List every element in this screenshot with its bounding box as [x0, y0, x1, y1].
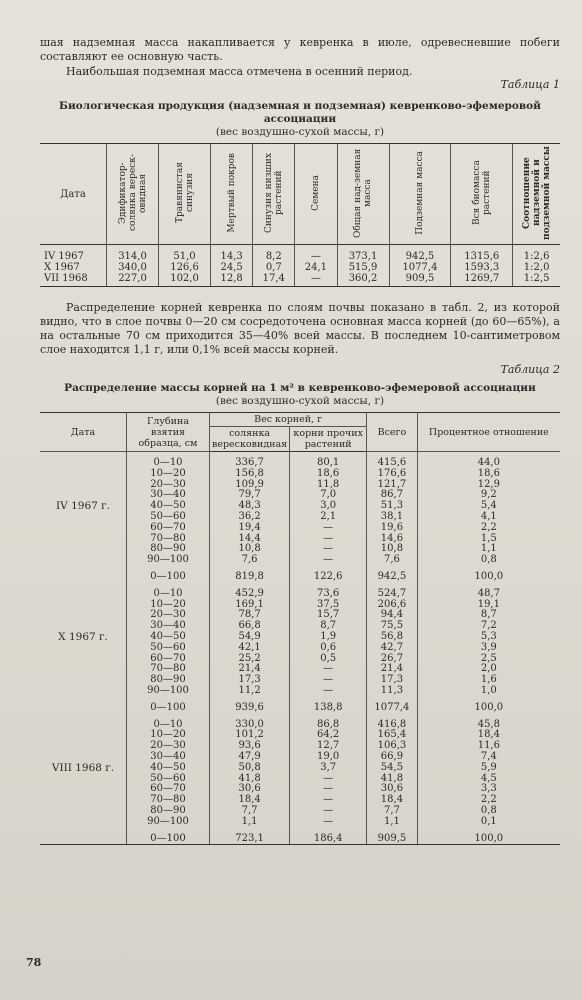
table2-subtitle: (вес воздушно-сухой массы, г) — [215, 395, 385, 407]
table2-total-cell: 939,6 — [210, 703, 290, 714]
table2-cell: 25,2 — [210, 654, 290, 665]
table2-cell: 18,4 — [210, 795, 290, 806]
table2-total-cell: 942,5 — [367, 572, 418, 583]
table2-cell: 8,7 — [290, 621, 367, 632]
table2-cell: 3,7 — [290, 763, 367, 774]
table2-cell: 86,7 — [367, 490, 418, 501]
table2-cell: 41,8 — [210, 774, 290, 785]
table2-cell: 66,8 — [210, 621, 290, 632]
table2-cell: 169,1 — [210, 600, 290, 611]
table2-cell: 1,9 — [290, 632, 367, 643]
table2-cell: 40—50 — [127, 501, 210, 512]
table-row — [40, 273, 560, 287]
table2-cell: 48,3 — [210, 501, 290, 512]
table1-header — [211, 144, 253, 245]
table-row — [40, 686, 560, 697]
table2-cell: 18,6 — [290, 469, 367, 480]
table2-cell: 90—100 — [127, 817, 210, 828]
table2-date-empty — [40, 817, 127, 828]
table2-cell: 80—90 — [127, 675, 210, 686]
table2-date-empty — [40, 600, 127, 611]
table2-cell: 50—60 — [127, 512, 210, 523]
table2-cell: 524,7 — [367, 589, 418, 600]
table2-cell: — — [290, 795, 367, 806]
table2-date-empty — [40, 654, 127, 665]
table2-date-empty — [40, 686, 127, 697]
table2-cell: 11,8 — [290, 480, 367, 491]
table2-cell: 90—100 — [127, 686, 210, 697]
table1-cell: 51,0 — [159, 245, 211, 263]
table2-cell: 7,7 — [210, 806, 290, 817]
table2-date-empty — [40, 512, 127, 523]
table1-cell: 227,0 — [107, 273, 159, 287]
table2-cell: 11,2 — [210, 686, 290, 697]
table2-cell: 1,1 — [210, 817, 290, 828]
table1-header — [295, 144, 337, 245]
table1-cell: IV 1967 — [44, 251, 84, 262]
table1-cell: 1315,6 — [451, 245, 513, 263]
table-row — [40, 703, 560, 714]
table2-date-empty — [40, 664, 127, 675]
table1-cell: 126,6 — [159, 262, 211, 273]
table2-cell: 12,7 — [290, 741, 367, 752]
table2-cell: 93,6 — [210, 741, 290, 752]
table2-cell: 17,3 — [367, 675, 418, 686]
table2-cell: 156,8 — [210, 469, 290, 480]
table1-header — [389, 144, 451, 245]
table2-cell: 5,3 — [417, 632, 560, 643]
table2-cell: 1,6 — [417, 675, 560, 686]
table2-cell: 106,3 — [367, 741, 418, 752]
table2-date-empty — [40, 469, 127, 480]
table-row — [40, 469, 560, 480]
table2-cell: 1,0 — [417, 686, 560, 697]
table2-title-text: Распределение массы корней на 1 м² в кевренково-эфемеровой ассоциации — [64, 382, 536, 394]
table2-cell: 2,2 — [417, 523, 560, 534]
table2-cell: 78,7 — [210, 610, 290, 621]
table2-header-weight-sub2: корни прочих растений — [290, 427, 367, 452]
table2-cell: 30,6 — [367, 784, 418, 795]
table2-cell: 75,5 — [367, 621, 418, 632]
table2-cell: 42,1 — [210, 643, 290, 654]
intro-paragraph-2: Наибольшая подземная масса отмечена в осенний период. — [66, 65, 413, 78]
table1-header — [40, 144, 107, 245]
table2-cell: 60—70 — [127, 654, 210, 665]
table2-cell: 45,8 — [417, 720, 560, 731]
table1-cell: 102,0 — [159, 273, 211, 287]
table2-date-empty — [40, 610, 127, 621]
table2-cell: 86,8 — [290, 720, 367, 731]
table2-cell: 4,5 — [417, 774, 560, 785]
table1-title — [40, 100, 560, 139]
table1-cell: 24,1 — [295, 262, 337, 273]
table2-cell: 10,8 — [367, 544, 418, 555]
table2-cell: 165,4 — [367, 730, 418, 741]
table2-title — [40, 382, 560, 408]
table1-cell: 17,4 — [253, 273, 295, 287]
table1-header-label: Синузия низших растений — [263, 152, 284, 233]
table2-total-cell: 100,0 — [417, 834, 560, 845]
table1-cell: 8,2 — [253, 245, 295, 263]
table2-header-total: Всего — [367, 413, 418, 452]
table2-cell: 44,0 — [417, 458, 560, 469]
table2-total-cell: 1077,4 — [367, 703, 418, 714]
table1-header — [451, 144, 513, 245]
table2-cell: 12,9 — [417, 480, 560, 491]
table2-date: X 1967 г. — [58, 630, 108, 643]
table2-cell: 38,1 — [367, 512, 418, 523]
table2-cell: 0—10 — [127, 589, 210, 600]
table1-cell: 1:2,0 — [513, 262, 560, 273]
table1-subtitle: (вес воздушно-сухой массы, г) — [215, 126, 385, 138]
table2-cell: 48,7 — [417, 589, 560, 600]
table2-cell: 80—90 — [127, 806, 210, 817]
table1-cell: 0,7 — [253, 262, 295, 273]
table2-cell: 10—20 — [127, 730, 210, 741]
table2-cell: — — [290, 523, 367, 534]
table2-cell: 64,2 — [290, 730, 367, 741]
table2-cell: 73,6 — [290, 589, 367, 600]
table2-cell: 21,4 — [210, 664, 290, 675]
table2-date-empty — [40, 643, 127, 654]
table1-header-label: Дата — [60, 188, 86, 200]
table2-cell: 50—60 — [127, 774, 210, 785]
table2-cell: 40—50 — [127, 632, 210, 643]
table2-cell: 90—100 — [127, 555, 210, 566]
table2-total-cell: 100,0 — [417, 703, 560, 714]
table2-cell: 80,1 — [290, 458, 367, 469]
table2-date-empty — [40, 555, 127, 566]
table1-cell: X 1967 — [44, 262, 80, 273]
table1-cell: 1:2,6 — [513, 245, 560, 263]
table2-cell: 54,5 — [367, 763, 418, 774]
table2-cell: 26,7 — [367, 654, 418, 665]
table2-cell: 0,6 — [290, 643, 367, 654]
table2-date-empty — [40, 544, 127, 555]
table1-cell: — — [295, 273, 337, 287]
table2-date-empty — [40, 730, 127, 741]
table2-cell: 415,6 — [367, 458, 418, 469]
table2-cell: 50,8 — [210, 763, 290, 774]
table2-header-percent: Процентное отношение — [417, 413, 560, 452]
table2-cell: 66,9 — [367, 752, 418, 763]
table2-total-cell: 819,8 — [210, 572, 290, 583]
table-row — [40, 523, 560, 534]
table2-cell: 5,4 — [417, 501, 560, 512]
table-row — [40, 643, 560, 654]
table2-cell: 10,8 — [210, 544, 290, 555]
table2-date-empty — [40, 675, 127, 686]
table2-date-empty — [40, 720, 127, 731]
table1-header — [107, 144, 159, 245]
table2-date-empty — [40, 741, 127, 752]
table2-cell: 7,6 — [210, 555, 290, 566]
table2-cell: 109,9 — [210, 480, 290, 491]
table1-header — [337, 144, 389, 245]
table2-cell: 176,6 — [367, 469, 418, 480]
table2-cell: 336,7 — [210, 458, 290, 469]
table2-cell: 56,8 — [367, 632, 418, 643]
table2-cell: 17,3 — [210, 675, 290, 686]
table2-cell: 80—90 — [127, 544, 210, 555]
table2-cell: 40—50 — [127, 763, 210, 774]
table-row — [40, 763, 560, 774]
table2-cell: 330,0 — [210, 720, 290, 731]
table1-caption: Таблица 1 — [500, 78, 560, 91]
table1-cell: 24,5 — [211, 262, 253, 273]
table2-cell: 0—10 — [127, 720, 210, 731]
table1-header — [513, 144, 560, 245]
table2-total-cell: 186,4 — [290, 834, 367, 845]
table2-cell: 452,9 — [210, 589, 290, 600]
table1-header-label: Эдификатор-солянка вереск-овидная — [117, 154, 148, 231]
table2-date-empty — [40, 572, 127, 583]
table2-cell: 11,6 — [417, 741, 560, 752]
table1-header-row — [40, 144, 560, 245]
table-row — [40, 572, 560, 583]
table2-cell: 416,8 — [367, 720, 418, 731]
table2-cell: 2,0 — [417, 664, 560, 675]
table1-header-label: Семена — [310, 174, 321, 211]
table1-cell: 515,9 — [337, 262, 389, 273]
table2-total-cell: 0—100 — [127, 834, 210, 845]
table2-cell: 70—80 — [127, 534, 210, 545]
table2-cell: 18,6 — [417, 469, 560, 480]
table2-cell: — — [290, 817, 367, 828]
table2-header-date: Дата — [40, 413, 127, 452]
table2-cell: 30—40 — [127, 490, 210, 501]
table2-cell: 9,2 — [417, 490, 560, 501]
table2-cell: — — [290, 555, 367, 566]
table1-cell: 340,0 — [107, 262, 159, 273]
table2-total-cell: 100,0 — [417, 572, 560, 583]
table2-cell: — — [290, 544, 367, 555]
table2-cell: 20—30 — [127, 741, 210, 752]
table2-date-empty — [40, 795, 127, 806]
table2-cell: 20—30 — [127, 610, 210, 621]
table1-header-label: Травянистая синузия — [174, 162, 195, 223]
table1-cell: 373,1 — [337, 245, 389, 263]
table2-cell: 14,6 — [367, 534, 418, 545]
table2-cell: 3,3 — [417, 784, 560, 795]
table2-cell: 206,6 — [367, 600, 418, 611]
table1-cell: 14,3 — [211, 245, 253, 263]
table2-cell: 30—40 — [127, 621, 210, 632]
table2-cell: 21,4 — [367, 664, 418, 675]
table2-cell: — — [290, 675, 367, 686]
table2-cell: 10—20 — [127, 600, 210, 611]
table-row — [40, 555, 560, 566]
table2-cell: 0,8 — [417, 806, 560, 817]
table-row — [40, 245, 560, 263]
table1-header-label: Мертвый покров — [226, 152, 237, 233]
table2-cell: 5,9 — [417, 763, 560, 774]
table1-header-label: Вся биомасса растений — [471, 160, 492, 225]
table2-cell: 19,0 — [290, 752, 367, 763]
page-number: 78 — [26, 956, 42, 969]
table2-cell: 0—10 — [127, 458, 210, 469]
table2-cell: 50—60 — [127, 643, 210, 654]
table2-date-empty — [40, 523, 127, 534]
table2-cell: 0,5 — [290, 654, 367, 665]
table2-cell: 7,2 — [417, 621, 560, 632]
table2-cell: 0,1 — [417, 817, 560, 828]
table2-header-weight: Вес корней, г — [210, 413, 367, 427]
table-row — [40, 834, 560, 845]
table2-cell: — — [290, 774, 367, 785]
table2-cell: 30—40 — [127, 752, 210, 763]
table1-cell: 12,8 — [211, 273, 253, 287]
table1-cell: 314,0 — [107, 245, 159, 263]
table2-date-empty — [40, 589, 127, 600]
table2-cell: 3,9 — [417, 643, 560, 654]
table2-cell: 7,0 — [290, 490, 367, 501]
table1-title-text: Биологическая продукция (надземная и подземная) кевренково-эфемеровой ассоциации — [59, 100, 541, 125]
table2-date-empty — [40, 834, 127, 845]
table2-cell: 14,4 — [210, 534, 290, 545]
table2-cell: 1,1 — [367, 817, 418, 828]
table1-cell: 1269,7 — [451, 273, 513, 287]
table2-cell: 30,6 — [210, 784, 290, 795]
table2-date-empty — [40, 480, 127, 491]
table2-date: IV 1967 г. — [56, 500, 110, 513]
table1-header-label: Общая над-земная масса — [353, 147, 373, 238]
table2-cell: 1,5 — [417, 534, 560, 545]
table2-date-empty — [40, 534, 127, 545]
table1-cell: VII 1968 — [40, 273, 107, 287]
table2-cell: 4,1 — [417, 512, 560, 523]
table2-cell: 47,9 — [210, 752, 290, 763]
table2-cell: 2,2 — [417, 795, 560, 806]
table2-cell: 1,1 — [417, 544, 560, 555]
table2-cell: 18,4 — [367, 795, 418, 806]
table2-total-cell: 909,5 — [367, 834, 418, 845]
table2-cell: 19,4 — [210, 523, 290, 534]
table2-cell: 2,1 — [290, 512, 367, 523]
table2-cell: 19,1 — [417, 600, 560, 611]
table1-header-label: Соотношение надземной и подземной массы — [521, 145, 552, 240]
table2-caption: Таблица 2 — [500, 363, 560, 376]
table2-cell: 70—80 — [127, 795, 210, 806]
body-paragraph: Распределение корней кевренка по слоям почвы показано в табл. 2, из которой видно, что в слое почвы 0—20 см сосредоточена основная масса корней (до 60—65%), а на остальные 70 см приходится 35—40% всей массы. В последнем 10-сантиметровом слое находится 1,1 г, или 0,1% всей массы корней. — [40, 301, 560, 356]
table1-header — [159, 144, 211, 245]
table2-cell: 15,7 — [290, 610, 367, 621]
table2-header-weight-sub1: солянка вересковидная — [210, 427, 290, 452]
table2-total-cell: 0—100 — [127, 572, 210, 583]
table2-cell: 2,5 — [417, 654, 560, 665]
table-row — [40, 817, 560, 828]
table1 — [40, 143, 560, 287]
table2-date-empty — [40, 703, 127, 714]
table2-cell: — — [290, 806, 367, 817]
table2-cell: 8,7 — [417, 610, 560, 621]
table2-cell: 19,6 — [367, 523, 418, 534]
table2-body — [40, 452, 560, 845]
table2-cell: 70—80 — [127, 664, 210, 675]
table2-cell: 7,6 — [367, 555, 418, 566]
table2-total-cell: 122,6 — [290, 572, 367, 583]
table2-cell: 101,2 — [210, 730, 290, 741]
table2-date-empty — [40, 458, 127, 469]
table2-cell: 51,3 — [367, 501, 418, 512]
table2-cell: — — [290, 784, 367, 795]
table2-cell: 20—30 — [127, 480, 210, 491]
table1-cell: 1077,4 — [389, 262, 451, 273]
table1-header — [253, 144, 295, 245]
table2-cell: 3,0 — [290, 501, 367, 512]
table2-cell: 54,9 — [210, 632, 290, 643]
table1-body — [40, 245, 560, 287]
table1-cell: 1593,3 — [451, 262, 513, 273]
table2-date: VIII 1968 г. — [51, 761, 115, 774]
table2-cell: 7,7 — [367, 806, 418, 817]
table2-cell: — — [290, 686, 367, 697]
table2-header-row — [40, 413, 560, 427]
table2 — [40, 412, 560, 845]
table2-cell: 37,5 — [290, 600, 367, 611]
table-row — [40, 589, 560, 600]
table2-date-empty — [40, 784, 127, 795]
table1-cell: 909,5 — [389, 273, 451, 287]
table1-cell: 1:2,5 — [513, 273, 560, 287]
table1-cell: — — [295, 245, 337, 263]
table2-cell: 36,2 — [210, 512, 290, 523]
table1-header-label: Подземная масса — [414, 150, 425, 235]
intro-paragraph: шая надземная масса накапливается у кевренка в июле, одревесневшие побеги составляют ее основную часть. — [40, 36, 560, 63]
table2-date-empty — [40, 806, 127, 817]
table-row — [40, 262, 560, 273]
table2-cell: — — [290, 664, 367, 675]
table2-total-cell: 138,8 — [290, 703, 367, 714]
table2-header-depth: Глубина взятия образца, см — [127, 413, 210, 452]
table2-cell: 41,8 — [367, 774, 418, 785]
table2-cell: 18,4 — [417, 730, 560, 741]
table2-date-empty — [40, 774, 127, 785]
table2-cell: 7,4 — [417, 752, 560, 763]
table2-cell: — — [290, 534, 367, 545]
table2-cell: 10—20 — [127, 469, 210, 480]
table2-cell: 79,7 — [210, 490, 290, 501]
table1-cell: 360,2 — [337, 273, 389, 287]
table2-cell: 0,8 — [417, 555, 560, 566]
table2-cell: 60—70 — [127, 523, 210, 534]
table2-total-cell: 723,1 — [210, 834, 290, 845]
table2-total-cell: 0—100 — [127, 703, 210, 714]
table2-cell: 42,7 — [367, 643, 418, 654]
table1-cell: 942,5 — [389, 245, 451, 263]
table2-cell: 60—70 — [127, 784, 210, 795]
table2-cell: 121,7 — [367, 480, 418, 491]
table2-cell: 94,4 — [367, 610, 418, 621]
table2-cell: 11,3 — [367, 686, 418, 697]
